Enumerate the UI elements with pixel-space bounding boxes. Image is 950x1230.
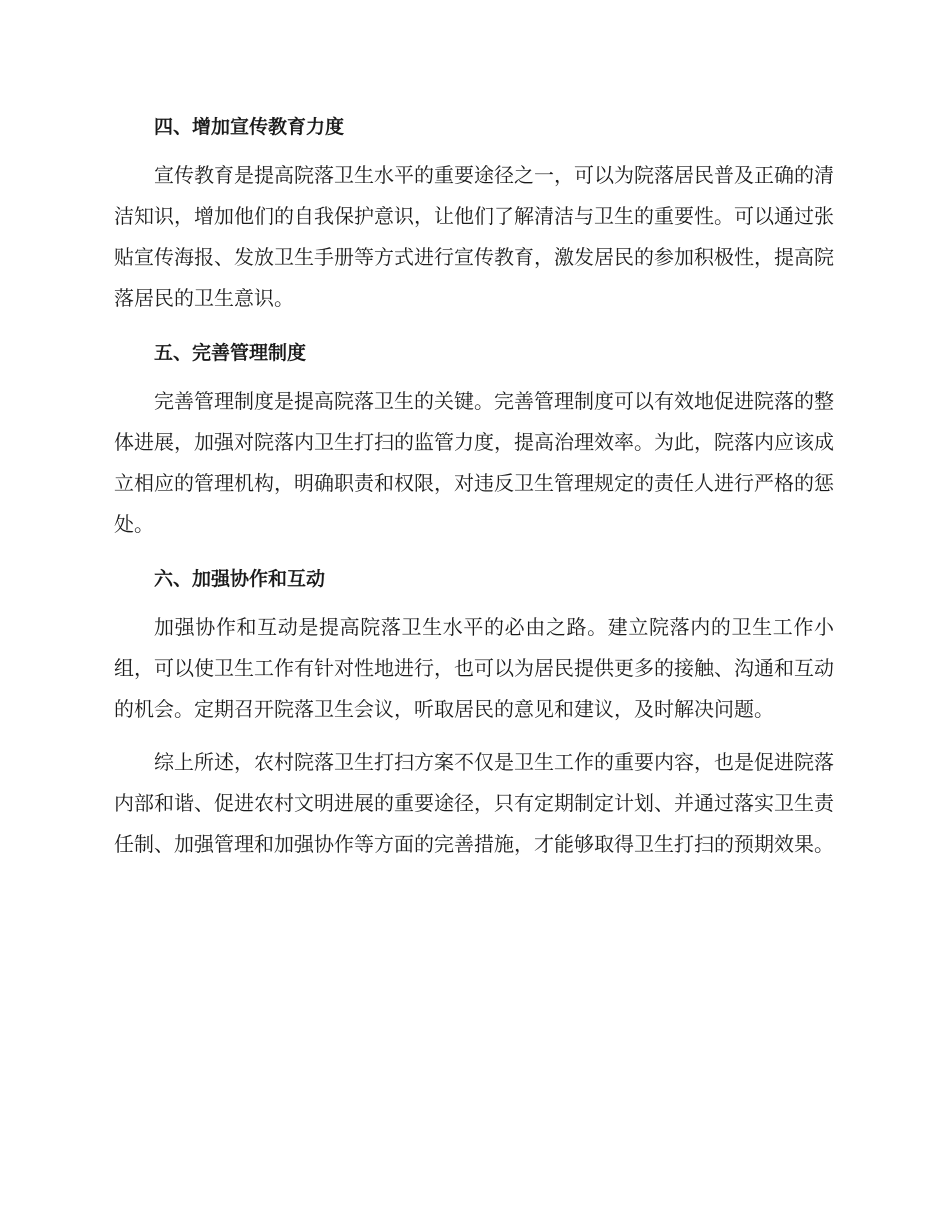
- conclusion-paragraph: 综上所述，农村院落卫生打扫方案不仅是卫生工作的重要内容，也是促进院落内部和谐、促进农村文明进展的重要途径，只有定期制定计划、并通过落实卫生责任制、加强管理和加强协作等方面的完善措施，才能够取得卫生打扫的预期效果。: [114, 750, 834, 856]
- section-paragraph: 加强协作和互动是提高院落卫生水平的必由之路。建立院落内的卫生工作小组，可以使卫生工作有针对性地进行，也可以为居民提供更多的接触、沟通和互动的机会。定期召开院落卫生会议，听取居民的意见和建议，及时解决问题。: [114, 615, 834, 721]
- section-heading: 五、完善管理制度: [154, 342, 307, 364]
- section-heading: 四、增加宣传教育力度: [154, 116, 345, 138]
- section-heading: 六、加强协作和互动: [154, 568, 326, 590]
- section-paragraph: 宣传教育是提高院落卫生水平的重要途径之一，可以为院落居民普及正确的清洁知识，增加他们的自我保护意识，让他们了解清洁与卫生的重要性。可以通过张贴宣传海报、发放卫生手册等方式进行宣传教育，激发居民的参加积极性，提高院落居民的卫生意识。: [114, 163, 834, 310]
- section-paragraph: 完善管理制度是提高院落卫生的关键。完善管理制度可以有效地促进院落的整体进展，加强对院落内卫生打扫的监管力度，提高治理效率。为此，院落内应该成立相应的管理机构，明确职责和权限，对违反卫生管理规定的责任人进行严格的惩处。: [114, 389, 834, 536]
- document-body: [114, 105, 834, 877]
